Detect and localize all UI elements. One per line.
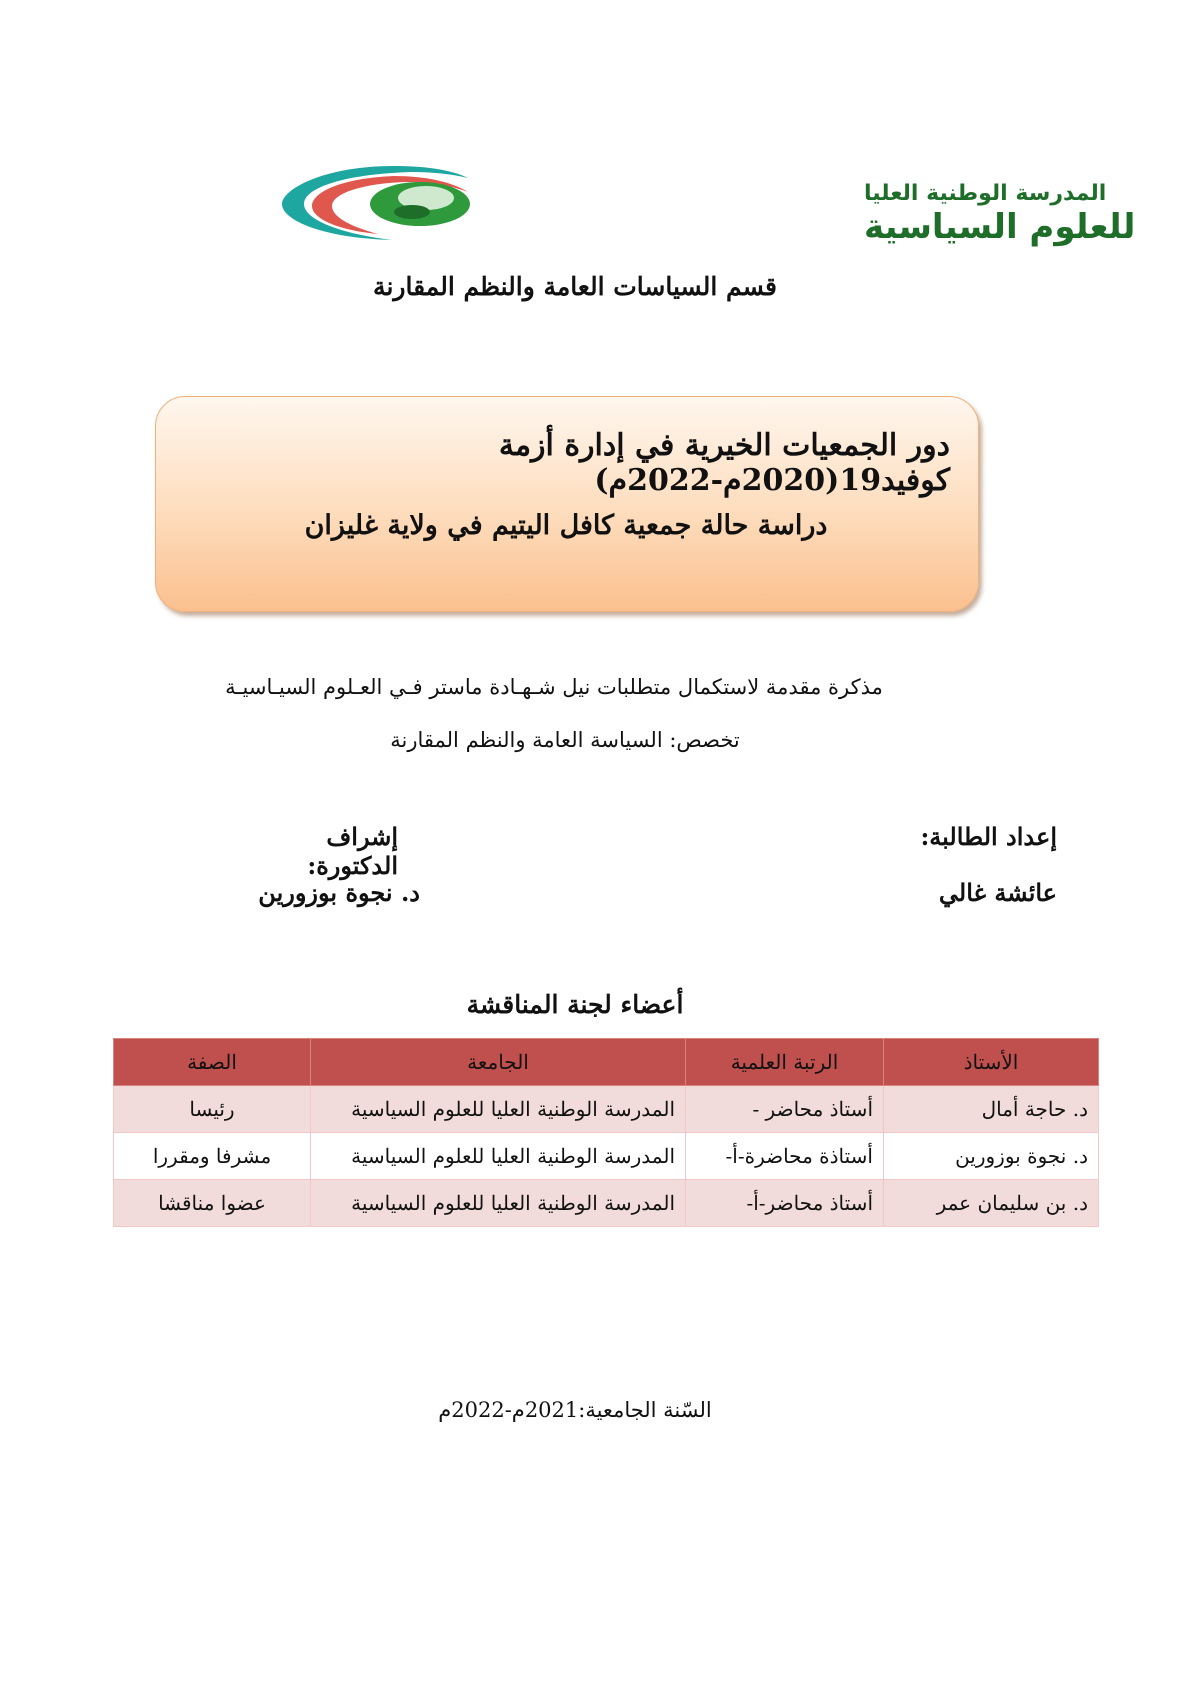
department-name: قسم السياسات العامة والنظم المقارنة [373, 272, 777, 301]
school-logo [282, 160, 1136, 247]
table-row [114, 1086, 1099, 1133]
academic-year: السّنة الجامعية:2021م-2022م [438, 1398, 712, 1422]
university-cell: المدرسة الوطنية العليا للعلوم السياسية [311, 1086, 686, 1133]
university-cell: المدرسة الوطنية العليا للعلوم السياسية [311, 1180, 686, 1227]
table-row [114, 1133, 1099, 1180]
column-header: الصفة [114, 1039, 311, 1086]
professor-cell: د. نجوة بوزورين [884, 1133, 1099, 1180]
thesis-title: دور الجمعيات الخيرية في إدارة أزمة كوفيد19(2020م-2022م) [498, 428, 950, 498]
professor-cell: د. بن سليمان عمر [884, 1180, 1099, 1227]
supervisor-name: د. نجوة بوزورين [258, 878, 420, 907]
logo-emblem [282, 160, 1136, 247]
rank-cell: أستاذة محاضرة-أ- [686, 1133, 884, 1180]
column-header: الجامعة [311, 1039, 686, 1086]
committee-heading: أعضاء لجنة المناقشة [466, 990, 684, 1019]
supervisor-label: إشراف الدكتورة: [307, 822, 398, 880]
role-cell: رئيسا [114, 1086, 311, 1133]
professor-cell: د. حاجة أمال [884, 1086, 1099, 1133]
table-row [114, 1180, 1099, 1227]
table-header-row [114, 1039, 1099, 1086]
rank-cell: أستاذ محاضر - [686, 1086, 884, 1133]
memo-statement: مذكرة مقدمة لاستكمال متطلبات نيل شـهـادة ماستر فـي العـلوم السيـاسيـة [225, 675, 883, 699]
role-cell: مشرفا ومقررا [114, 1133, 311, 1180]
committee-table [113, 1038, 1099, 1227]
svg-text:للعلوم السياسية: للعلوم السياسية [864, 207, 1136, 247]
specialization: تخصص: السياسة العامة والنظم المقارنة [390, 728, 740, 752]
column-header: الرتبة العلمية [686, 1039, 884, 1086]
role-cell: عضوا مناقشا [114, 1180, 311, 1227]
rank-cell: أستاذ محاضر-أ- [686, 1180, 884, 1227]
svg-text:المدرسة الوطنية العليا: المدرسة الوطنية العليا [864, 181, 1107, 206]
thesis-subtitle: دراسة حالة جمعية كافل اليتيم في ولاية غليزان [304, 510, 828, 541]
university-cell: المدرسة الوطنية العليا للعلوم السياسية [311, 1133, 686, 1180]
student-name: عائشة غالي [938, 878, 1057, 907]
column-header: الأستاذ [884, 1039, 1099, 1086]
student-label: إعداد الطالبة: [920, 822, 1057, 851]
